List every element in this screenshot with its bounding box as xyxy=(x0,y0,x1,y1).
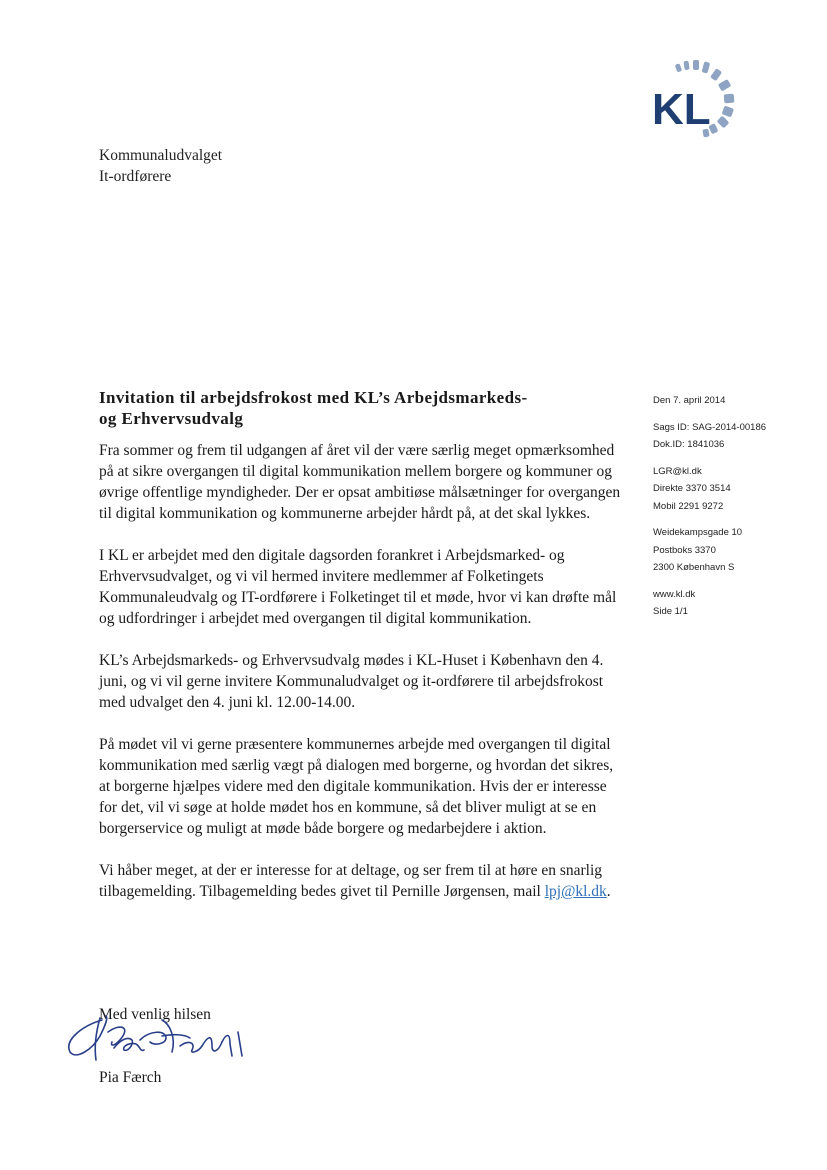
paragraph-5 xyxy=(99,860,624,902)
email-link[interactable]: lpj@kl.dk xyxy=(544,883,607,900)
sender-info xyxy=(653,392,813,621)
website: www.kl.dk xyxy=(653,588,696,600)
letter-title xyxy=(99,387,619,429)
direct-phone: Direkte 3370 3514 xyxy=(653,483,731,494)
recipient-line-1: Kommunaludvalget xyxy=(99,147,223,164)
kl-logo xyxy=(650,56,745,141)
logo-text: KL xyxy=(652,85,711,134)
letter-body xyxy=(99,440,624,923)
handwritten-signature xyxy=(62,1012,252,1070)
page-number: Side 1/1 xyxy=(653,606,688,617)
recipient-block xyxy=(99,145,222,187)
paragraph-3: KL’s Arbejdsmarkeds- og Erhvervsudvalg mødes i KL-Huset i København den 4. juni, og vi vil gerne invitere Kommunaludvalget og it-ordførere til arbejdsfrokost med udvalget den 4. juni kl. 12.00-14.00. xyxy=(99,652,604,711)
city: 2300 København S xyxy=(653,562,735,573)
paragraph-5-text: Vi håber meget, at der er interesse for at deltage, og ser frem til at høre en snarlig tilbagemelding. Tilbagemelding bedes givet til Pernille Jørgensen, mail xyxy=(99,862,603,900)
dok-id: Dok.ID: 1841036 xyxy=(653,439,725,450)
sender-email: LGR@kl.dk xyxy=(653,465,702,477)
closing-text: Med venlig hilsen xyxy=(99,1006,211,1023)
postbox: Postboks 3370 xyxy=(653,544,716,556)
mobile-phone: Mobil 2291 9272 xyxy=(653,500,724,512)
paragraph-1: Fra sommer og frem til udgangen af året vil der være særlig meget opmærksomhed på at sikre overgangen til digital kommunikation mellem borgere og kommuner og øvrige offentlige myndigheder. Der er opsat ambitiøse målsætninger for overgangen til digital kommunikation og kommunerne arbejder hårdt på, at det skal lykkes. xyxy=(99,442,621,522)
title-line-1: Invitation til arbejdsfrokost med KL’s Arbejdsmarkeds- xyxy=(99,388,528,407)
signer-name: Pia Færch xyxy=(99,1069,162,1086)
sags-id: Sags ID: SAG-2014-00186 xyxy=(653,421,767,433)
paragraph-5-end: . xyxy=(606,883,611,900)
title-line-2: og Erhvervsudvalg xyxy=(99,409,244,428)
paragraph-2: I KL er arbejdet med den digitale dagsorden forankret i Arbejdsmarked- og Erhvervsudvalget, og vi vil hermed invitere medlemmer af Folketingets Kommunaleudvalg og IT-ordførere i Folketinget til et møde, hvor vi kan drøfte mål og udfordringer i arbejdet med overgangen til digital kommunikation. xyxy=(99,547,617,627)
letter-date: Den 7. april 2014 xyxy=(653,395,726,406)
street-address: Weidekampsgade 10 xyxy=(653,527,743,538)
recipient-line-2: It-ordførere xyxy=(99,168,172,185)
paragraph-4: På mødet vil vi gerne præsentere kommunernes arbejde med overgangen til digital kommunikation med særlig vægt på dialogen med borgerne, og hvordan det sikres, at borgerne hjælpes videre med den digitale kommunikation. Hvis der er interesse for det, vil vi søge at holde mødet hos en kommune, så det bliver muligt at se en borgerservice og muligt at møde både borgere og medarbejdere i aktion. xyxy=(99,736,614,837)
